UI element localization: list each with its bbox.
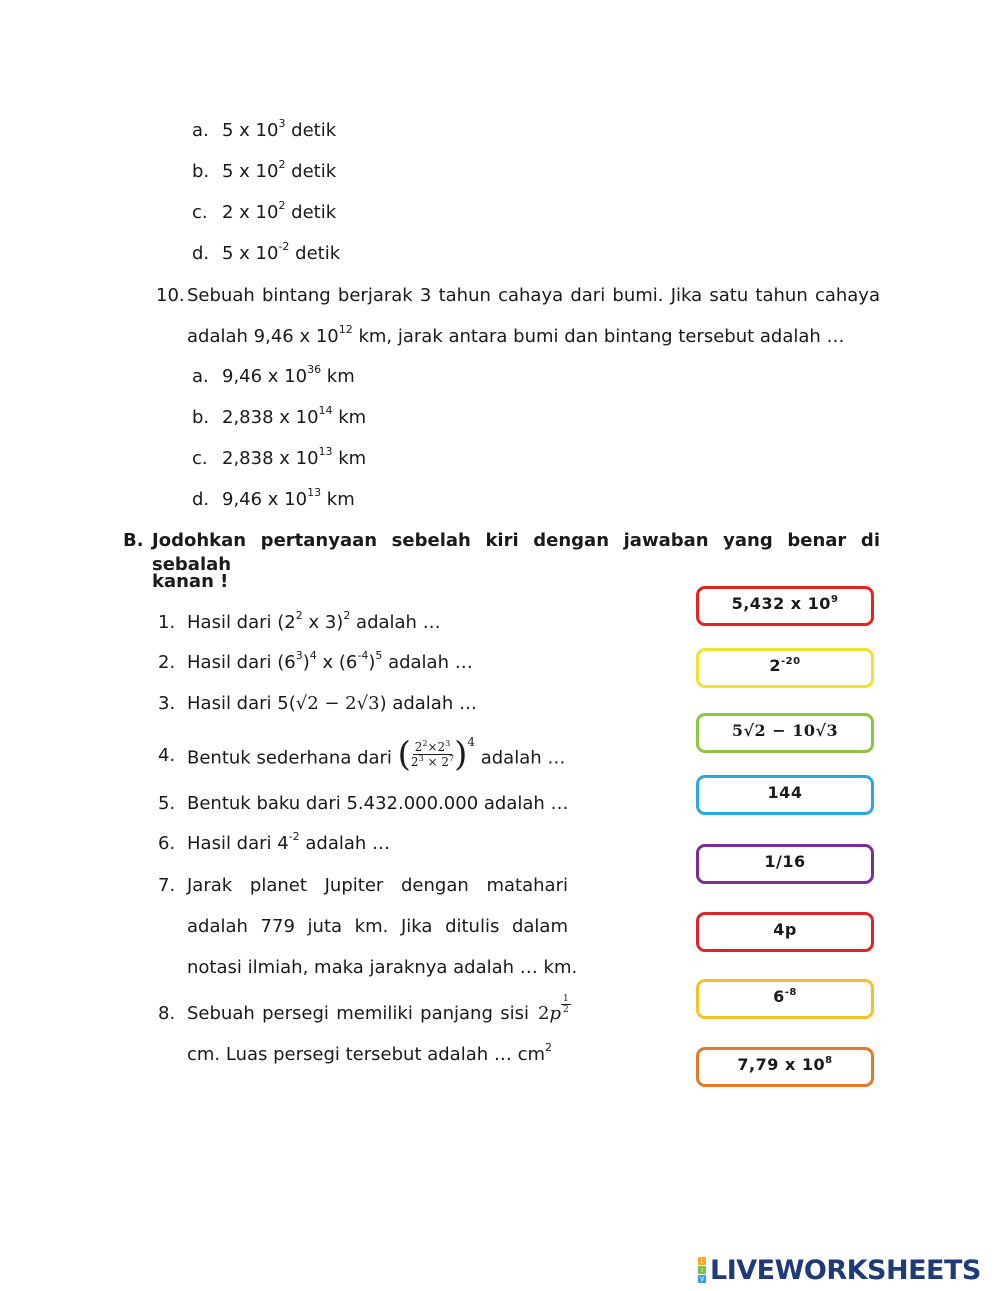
match-question-4: 4. Bentuk sederhana dari ( $\frac{2^2\times 2^3}{2^3 \times 2^7}$ )$^4$ adalah … (158, 734, 566, 775)
q4-fraction: $\frac{2^2\times 2^3}{2^3 \times 2^7}$ (410, 739, 455, 769)
answer-box-8[interactable]: 7,79 x $10^8$ (696, 1047, 874, 1087)
answer-box-5[interactable]: 1/16 (696, 844, 874, 884)
match-question-8-line2: cm. Luas persegi tersebut adalah … $cm^2$ (187, 1041, 553, 1065)
q3-math-expression: √2 − 2√3 (295, 693, 380, 714)
q10-option-a: a. 9,46 x $10^{36}$ km (192, 363, 355, 387)
q9-option-c: c. 2 x $10^2$ detik (192, 199, 337, 223)
answer-box-7[interactable]: $6^{-8}$ (696, 979, 874, 1019)
match-question-8-line1: Sebuah persegi memiliki panjang sisi (187, 1003, 529, 1024)
liveworksheets-logo-icon: L I V (699, 1257, 705, 1283)
match-question-8-number: 8. (158, 1003, 176, 1024)
match-question-6: 6. Hasil dari $4^{-2}$ adalah … (158, 830, 391, 854)
q10-option-b: b. 2,838 x $10^{14}$ km (192, 404, 367, 428)
answer-box-6[interactable]: 4p (696, 912, 874, 952)
liveworksheets-logo (698, 1255, 981, 1285)
q10-option-d: d. 9,46 x $10^{13}$ km (192, 486, 355, 510)
match-question-7-number: 7. (158, 875, 176, 896)
match-question-5: 5. Bentuk baku dari 5.432.000.000 adalah … (158, 793, 569, 814)
q9-option-d: d. 5 x $10^{-2}$ detik (192, 240, 341, 264)
answer-box-1[interactable]: 5,432 x $10^9$ (696, 586, 874, 626)
q10-number: 10. (156, 285, 185, 306)
answer-box-2[interactable]: $2^{-20}$ (696, 648, 874, 688)
match-question-7-line3: notasi ilmiah, maka jaraknya adalah … km. (187, 957, 578, 978)
answer-box-3[interactable]: 5√2 − 10√3 (696, 713, 874, 753)
match-question-2: 2. Hasil dari $(6^3)^4$ x $(6^{-4})^5$ adalah … (158, 649, 473, 673)
match-question-7-line2: adalah 779 juta km. Jika ditulis dalam (187, 916, 568, 937)
section-b-instruction-line1: Jodohkan pertanyaan sebelah kiri dengan jawaban yang benar di sebalah (152, 530, 880, 575)
q10-text-line1: Sebuah bintang berjarak 3 tahun cahaya dari bumi. Jika satu tahun cahaya (187, 285, 880, 306)
q9-option-a: a. 5 x $10^3$ detik (192, 117, 337, 141)
q10-option-c: c. 2,838 x $10^{13}$ km (192, 445, 367, 469)
section-b-letter: B. (123, 530, 144, 551)
answer-box-4[interactable]: 144 (696, 775, 874, 815)
match-question-7-line1: Jarak planet Jupiter dengan matahari (187, 875, 568, 896)
match-question-3: 3. Hasil dari 5(√2 − 2√3) adalah … (158, 693, 477, 714)
q9-option-b: b. 5 x $10^2$ detik (192, 158, 337, 182)
match-question-1: 1. Hasil dari ($2^2$ x 3)$^2$ adalah … (158, 609, 441, 633)
liveworksheets-logo-text: LIVEWORKSHEETS (710, 1254, 981, 1286)
section-b-instruction-line2: kanan ! (152, 571, 229, 592)
q10-text-line2: adalah 9,46 x $10^{12}$ km, jarak antara bumi dan bintang tersebut adalah … (187, 323, 845, 347)
q8-math-side: 2p $\frac{1}{2}$ (538, 993, 569, 1024)
